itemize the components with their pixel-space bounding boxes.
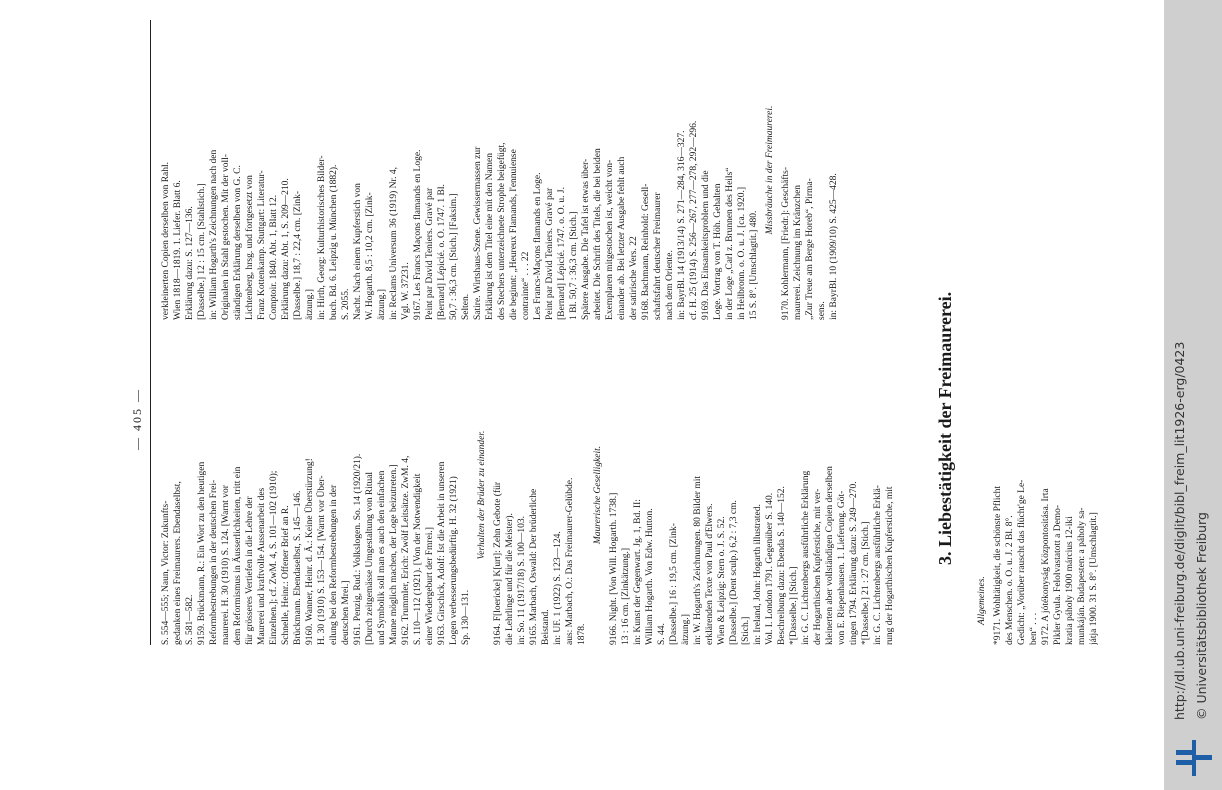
text-line: 9169. Das Einsamkeitsproblem und die	[701, 170, 711, 320]
text-line: Maurerei und kraftvolle Aussenarbeit des	[257, 487, 267, 645]
text-line: játja 1900. 31 S. 8°. [Umschlagtit.]	[1089, 512, 1099, 645]
section-title: 3. Liebestätigkeit der Freimaurerei.	[935, 291, 955, 565]
text-line: Vol. I. London 1791. Gegenüber S. 140.	[765, 492, 775, 645]
text-line: ätzung.]	[377, 289, 387, 320]
text-line: [Bernard] Lépicié. 1747. o. O. u. J.	[557, 187, 567, 320]
left-entries-3	[608, 345, 896, 645]
text-line: W. Hogarth. 8,5 : 10,2 cm. [Zink-	[365, 192, 375, 320]
text-line: Logen verbesserungsbedürftig. H. 32 (1921)	[449, 476, 459, 645]
text-line: Exemplaren mitgestochen ist, weicht von-	[605, 159, 615, 320]
text-line: Franz Kottenkamp. Stuttgart: Literatur-	[257, 170, 267, 320]
text-line: 13 : 16 cm. [Zinkätzung.]	[621, 547, 631, 645]
text-line: in: W. Hogarth's Zeichnungen. 80 Bilder mit	[693, 476, 703, 645]
section-entries	[992, 20, 1100, 645]
text-line: in: So. 11 (1917/18) S. 100—103.	[517, 516, 527, 645]
text-line: rung der Hogarthischen Kupferstiche, mit	[885, 486, 895, 645]
text-line: in: G. C. Lichtenbergs ausführliche Erklä-	[873, 485, 883, 645]
text-line: 9167. Les Francs Maçons flamands en Loge.	[413, 149, 423, 320]
text-line: verkleinerten Copien derselben von Rahl.	[161, 161, 171, 320]
text-line: in der Loge „Carl z. Brunnen des Heils“	[725, 167, 735, 320]
text-line: arbeitet. Die Schrift des Titels, die bei beiden	[593, 148, 603, 320]
text-line: S. 581—582.	[185, 594, 195, 645]
text-line: ätzung.]	[681, 614, 691, 645]
text-line: 9164. F[loericke] K[urt]: Zehn Gebote (für	[493, 481, 503, 645]
text-line: *9171. Wohltätigkeit, die schönste Pflicht	[993, 486, 1003, 645]
copyright-notice: © Universitätsbibliothek Freiburg	[1194, 512, 1209, 720]
text-line: Wien & Leipzig: Stern o. J. S. 52.	[717, 516, 727, 645]
text-line: Gedicht: „Vorüber rauscht das flücht'ge Le-	[1017, 479, 1027, 645]
text-line: Erklärung dazu: S. 127—136.	[185, 206, 195, 320]
text-line: [Dasselbe.] 12 : 15 cm. [Stahlstich.]	[197, 183, 207, 320]
text-line: 9168. Bachmann, Reinhold: Gesell-	[641, 183, 651, 320]
text-line: munkáján. Budapesten: a páholy sa-	[1077, 507, 1087, 645]
text-line: 15 S. 8°. [Umschlagtit.] 480.	[749, 210, 759, 320]
text-line: [Bernard] Lépicié. o. O. 1747. 1 Bl.	[437, 184, 447, 320]
text-line: 9170. Kohlermann, [Friedr.]: Geschäfts-	[781, 166, 791, 320]
text-line: in: G. C. Lichtenbergs ausführliche Erklärung	[801, 470, 811, 645]
text-line: „Zur Treue am Berge Horeb“, Pirma-	[805, 178, 815, 320]
text-line: einer Wiedergeburt der Fmrei.]	[425, 527, 435, 645]
text-line: 1878.	[577, 623, 587, 645]
text-line: Pikler Gyula. Felolvastatott a Demo-	[1053, 504, 1063, 645]
text-line: [Dasselbe.] (Dent sculp.) 6,2 : 7,3 cm.	[729, 500, 739, 645]
text-line: Erklärung ist dem Titel eine mit den Namen	[485, 152, 495, 320]
text-line: maurerei. H. 30 (1910) S. 124. [Warnt vor	[221, 485, 231, 645]
text-line: ständigen Erklärung derselben von G. C.	[233, 165, 243, 320]
text-line: Beistand.	[541, 609, 551, 645]
text-line: Originalen in Stahl gestochen. Mit der voll-	[221, 154, 231, 320]
text-line: in: William Hogarth's Zeichnungen nach den	[209, 149, 219, 320]
right-entries-2	[780, 20, 840, 320]
text-line: Loge. Vortrag von T. Höh. Gehalten	[713, 183, 723, 320]
right-entries-1	[160, 20, 760, 320]
text-line: des Stechers unterzeichnete Strophe beigefügt,	[497, 142, 507, 320]
text-line: Brückmann. Ebendaselbst, S. 145—146.	[293, 490, 303, 645]
text-line: in: BayrBl. 10 (1909/10) S. 425—428.	[829, 173, 839, 320]
text-line: Erklärung dazu: Abt. 1, S. 209—210.	[281, 178, 291, 320]
text-line: Comptoir. 1840. Abt. 1, Blatt 12.	[269, 194, 279, 320]
text-line: Peint par David Teniers. Gravé par	[545, 187, 555, 320]
right-column	[160, 20, 840, 320]
text-line: die Lehrlinge und für die Meister).	[505, 513, 515, 645]
text-line: 9160. Wanner, Heinr. d. Ä.: Keine Überstürzung!	[305, 458, 315, 645]
text-line: *[Dasselbe.] [Stich.]	[789, 566, 799, 645]
text-line: in: Hirth, Georg: Kulturhistorisches Bilder-	[317, 155, 327, 320]
text-line: S. 110—112 (1921). [Von der Notwendigkeit	[413, 473, 423, 645]
source-url[interactable]: http://dl.ub.uni-freiburg.de/diglit/bibl_freim_lit1926-erg/0423	[1172, 341, 1187, 720]
text-line: [Dasselbe.] 16 : 19,5 cm. [Zink-	[669, 523, 679, 645]
text-line: erklärenden Texte von Paul d'Elwers.	[705, 503, 715, 645]
section-body	[972, 20, 1100, 645]
header-rule	[150, 20, 151, 645]
text-line: Peint par David Teniers. Gravé par	[425, 187, 435, 320]
text-line: S. 554—555; Naun, Victor: Zukunfts-	[161, 500, 171, 645]
library-logo-icon	[1172, 738, 1216, 778]
text-line: schaftsfahrt deutscher Freimaurer	[653, 192, 663, 320]
text-line: *[Dasselbe.] 21 : 27 cm. [Stich.]	[861, 521, 871, 645]
text-line: Vgl. W. 37231.	[401, 262, 411, 320]
text-line: 1 Bl. 50,7 : 36,3 cm. [Stich.]	[569, 211, 579, 320]
text-line: [Dasselbe.] 18,7 : 22,4 cm. [Zink-	[293, 190, 303, 320]
section-subheading: Allgemeines.	[977, 576, 987, 625]
text-line: ätzung.]	[305, 289, 315, 320]
text-line: 9166. Night. [Von Will. Hogarth. 1738.]	[609, 492, 619, 645]
text-line: in: Ireland, John: Hogarth illustrated.	[753, 504, 763, 645]
text-line: eilung bei den Reformbestrebungen in der	[329, 484, 339, 645]
text-line: nach dem Oriente.	[665, 250, 675, 320]
text-line: 9162. Trummler, Erich: Zwölf Leitsätze. ZwM. 4,	[401, 455, 411, 645]
left-entries-1	[160, 345, 472, 645]
sidebar-rotated	[1164, 0, 1222, 790]
text-line: der Hogarthischen Kupferstiche, mit ver-	[813, 488, 823, 645]
text-line: von E. Riepenhausen. 1. Lieferung. Göt-	[837, 490, 847, 645]
left-heading-1: Verhalten der Brüder zu einander.	[477, 430, 487, 560]
text-line: Beschreibung dazu: Ebenda S. 140—152.	[777, 486, 787, 645]
text-line: für grösseres Vertiefen in die Lehre der	[245, 496, 255, 645]
text-line: der satirische Vers. 22	[629, 236, 639, 320]
text-line: Einzelnen.]; cf. ZwM. 4, S. 101—102 (1910);	[269, 470, 279, 645]
text-line: Schnelle, Heinr.: Offener Brief an R.	[281, 505, 291, 645]
text-line: Selten.	[461, 293, 471, 320]
text-line: maurerei. Zeichnung im Kränzchen	[793, 184, 803, 320]
text-line: 50,7 : 36,3 cm. [Stich.] [Faksim.]	[449, 193, 459, 320]
text-line: Sp. 130—131.	[461, 589, 471, 645]
text-line: Spätere Ausgabe. Die Tafel ist etwas über-	[581, 158, 591, 320]
left-column	[160, 345, 896, 645]
text-line: 9161. Penzig, Rud.: Volkslogen. So. 14 (1920/21).	[353, 453, 363, 645]
text-line: in: BayrBl. 14 (1913/14) S. 271—284, 316—327.	[677, 130, 687, 320]
page-number: — 405 —	[130, 388, 144, 450]
text-line: S. 2055.	[341, 288, 351, 320]
text-line: 9172. A jótékonyság Központositása. Irta	[1041, 488, 1051, 645]
text-line: kratia páholy 1900 március 12-iki	[1065, 516, 1075, 645]
left-entries-2	[492, 345, 588, 645]
text-line: [Stich.]	[741, 616, 751, 645]
text-line: ben“ . . .	[1029, 612, 1039, 645]
text-line: kleinerten aber vollständigen Copien derselben	[825, 466, 835, 645]
text-line: in: Reclams Universum 36 (1919) Nr. 4,	[389, 166, 399, 320]
text-line: William Hogarth. Von Edw. Hutton.	[645, 508, 655, 645]
left-heading-2: Maurerische Geselligkeit.	[593, 445, 603, 545]
text-line: dem Reformismus in Äusserlichkeiten, tritt ein	[233, 466, 243, 645]
text-line: Lichtenberg, hrsg. und fortgesetzt von	[245, 175, 255, 320]
text-line: 9165. Marbach, Oswald: Der brüderliche	[529, 488, 539, 645]
text-line: buch. Bd. 6. Leipzig u. München (1882).	[329, 164, 339, 320]
text-line: Reformbestrebungen in der deutschen Frei-	[209, 479, 219, 645]
text-line: contrainte“ . . . 22	[521, 251, 531, 320]
text-line: 9163. Girschick, Adolf: Ist die Arbeit in unseren	[437, 461, 447, 645]
text-line: Les Francs-Maçons flamands en Loge.	[533, 172, 543, 320]
right-heading: Missbräuche in der Freimaurerei.	[765, 105, 775, 235]
text-line: des Menschen. o. O. u. J. 2 Bl. 8°.	[1005, 515, 1015, 645]
text-line: tingen 1794. Erklärung dazu: S. 249—270.	[849, 481, 859, 645]
text-line: die beginnt: „Heureux Flamands, l'ennuiense	[509, 149, 519, 320]
text-line: Wien 1818—1819. 1. Liefer. Blatt 6.	[173, 180, 183, 320]
text-line: in: UF. 1 (1922) S. 123—124.	[553, 531, 563, 645]
text-line: Manne möglich machen, der Loge beizutreten.]	[389, 464, 399, 645]
text-line: cf. H. 25 (1914) S. 256—267, 277—278, 292—296.	[689, 120, 699, 320]
text-line: [Durch zeitgemässe Umgestaltung von Ritual	[365, 471, 375, 645]
text-line: in Heilbronn. o. O. u. J. [ca. 1920.]	[737, 187, 747, 320]
text-line: deutschen Mrei.]	[341, 580, 351, 645]
text-line: Satire. Wirtshaus-Szene. Gewissermassen zur	[473, 146, 483, 320]
text-line: S. 44.	[657, 623, 667, 645]
text-line: einander ab. Bei letzter Ausgabe fehlt auch	[617, 156, 627, 320]
text-line: Nacht. Nach einem Kupferstich von	[353, 183, 363, 320]
text-line: H. 30 (1910) S. 153—154. [Warnt vor Über-	[317, 475, 327, 645]
text-line: und Symbolik soll man es auch den einfachen	[377, 470, 387, 645]
text-line: aus: Marbach, O.: Das Freimaurer-Gelübde.	[565, 477, 575, 645]
text-line: 9159. Brückmann, R.: Ein Wort zu den heutigen	[197, 461, 207, 645]
text-line: in: Kunst der Gegenwart. Jg. 1, Bd. II:	[633, 499, 643, 645]
text-line: gedanken eines Freimaurers. Ebendaselbst,	[173, 481, 183, 645]
text-line: sens.	[817, 301, 827, 320]
viewer-sidebar	[1164, 0, 1222, 790]
